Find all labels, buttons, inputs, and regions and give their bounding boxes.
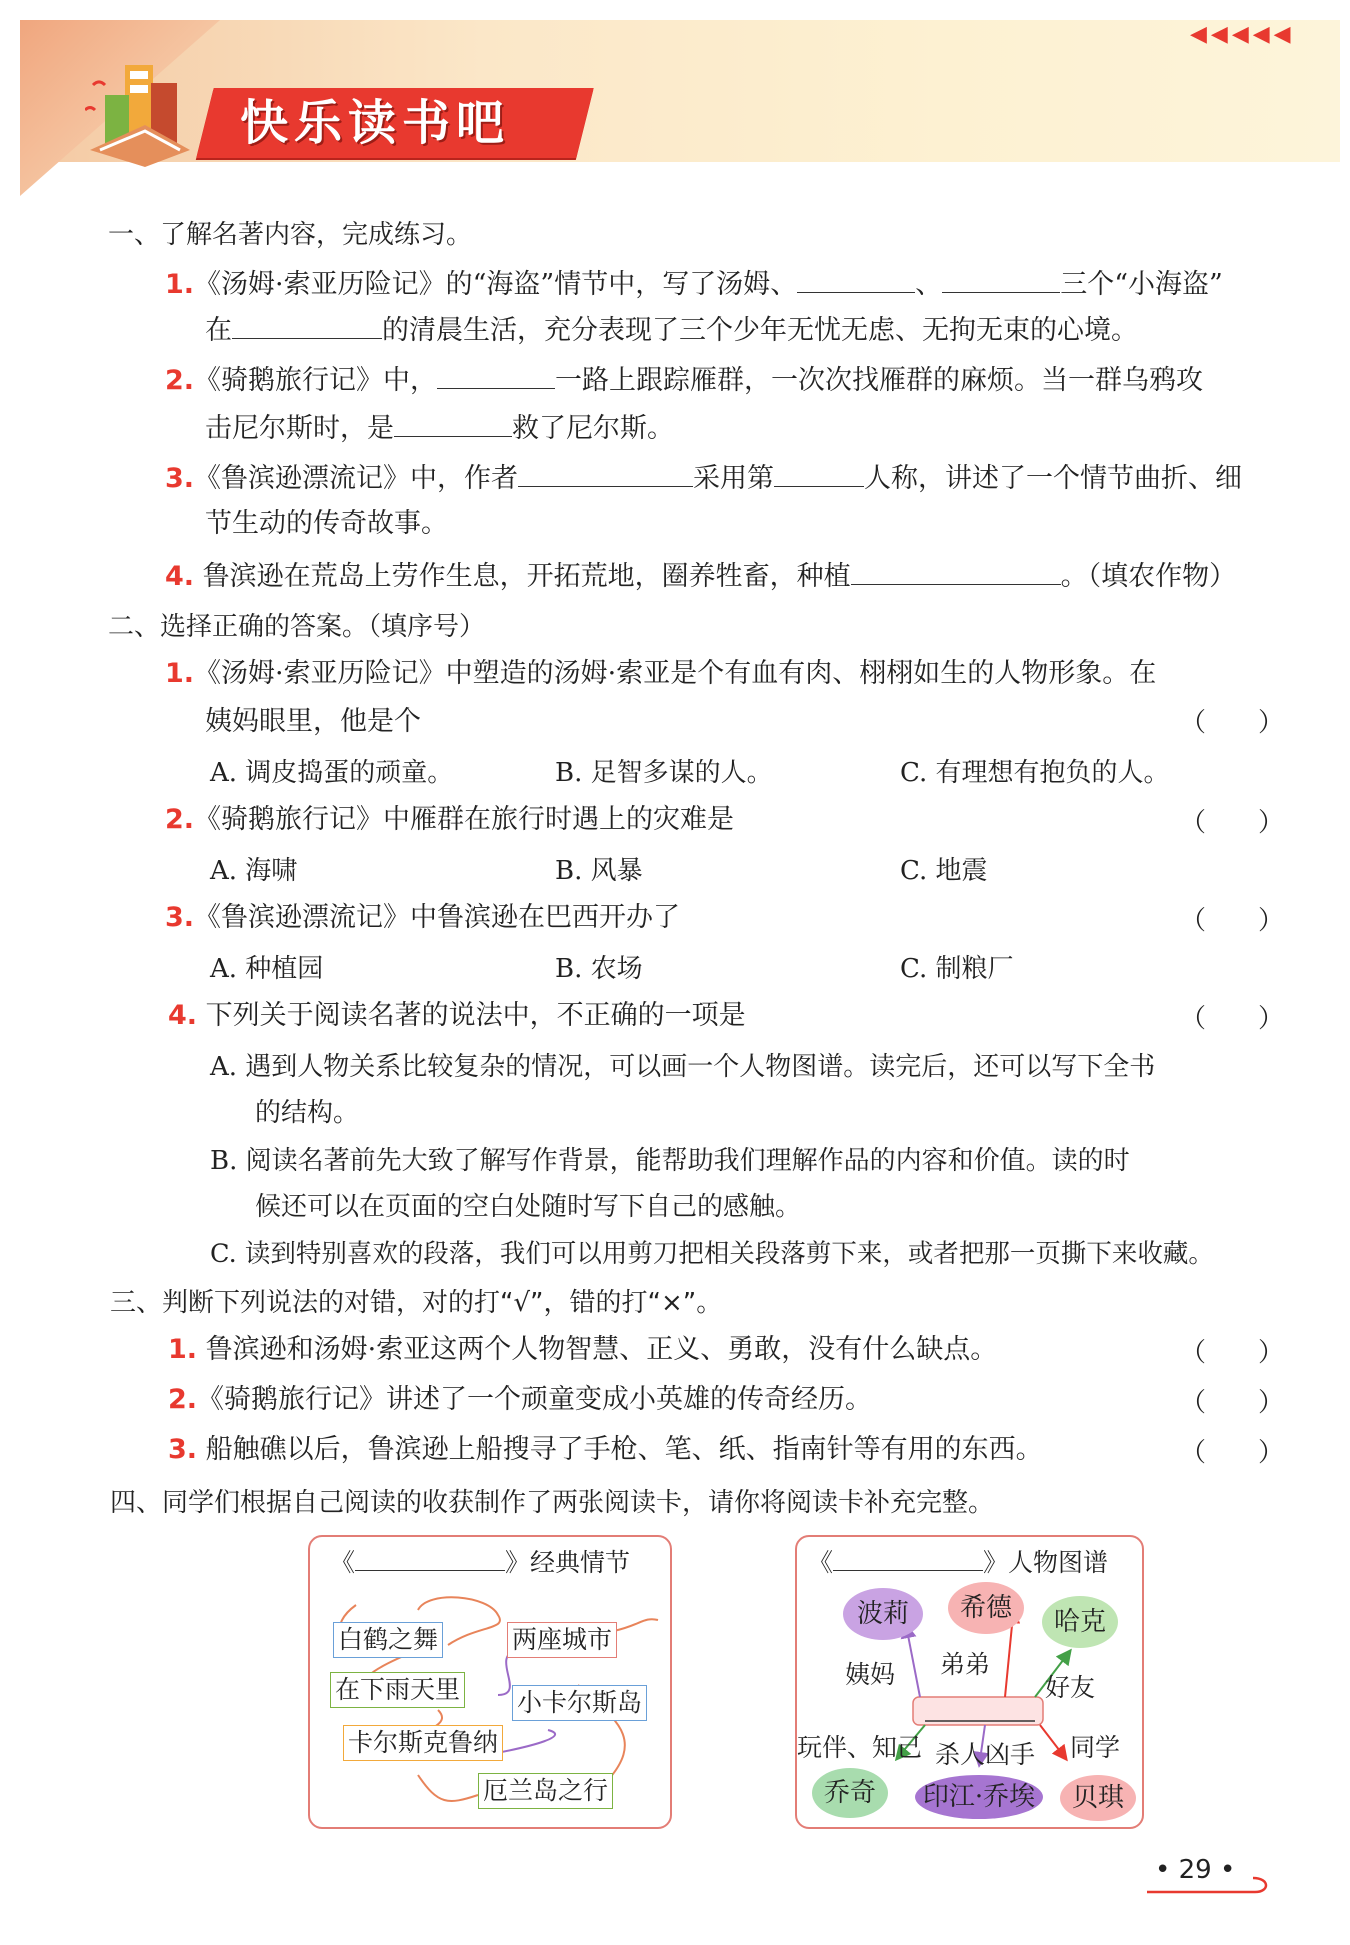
character-oval: 哈克 [1042, 1596, 1118, 1648]
answer-parens[interactable]: （ ） [1180, 1338, 1285, 1368]
card1-item: 厄兰岛之行 [478, 1773, 613, 1809]
page-number: • 29 • [1155, 1855, 1236, 1885]
answer-blank[interactable] [394, 406, 512, 437]
s1-q2-line2: 击尼尔斯时，是 救了尼尔斯。 [205, 406, 674, 449]
answer-parens[interactable]: （ ） [1180, 1438, 1285, 1468]
answer-parens[interactable]: （ ） [1180, 808, 1285, 838]
relation-label: 同学 [1070, 1733, 1121, 1762]
option-b: B. 足智多谋的人。 [555, 758, 773, 788]
answer-parens[interactable]: （ ） [1180, 708, 1285, 738]
s1-q4: 4. 鲁滨逊在荒岛上劳作生息，开拓荒地，圈养牲畜，种植 。（填农作物） [165, 554, 1236, 597]
question-number: 3. [168, 1434, 198, 1465]
decor-arrows: ◀◀◀◀◀ [1190, 22, 1295, 47]
option-a: A. 海啸 [210, 856, 298, 886]
s2-q1-line1: 1.《汤姆·索亚历险记》中塑造的汤姆·索亚是个有血有肉、栩栩如生的人物形象。在 [165, 658, 1157, 689]
s2-q3: 3.《鲁滨逊漂流记》中鲁滨逊在巴西开办了 [165, 902, 681, 933]
question-number: 4. [168, 1000, 198, 1031]
relation-label: 好友 [1045, 1673, 1096, 1702]
option-b-line2: 候还可以在页面的空白处随时写下自己的感触。 [255, 1192, 802, 1222]
answer-blank[interactable] [942, 262, 1060, 293]
option-c: C. 地震 [900, 856, 988, 886]
question-number: 3. [165, 463, 195, 494]
option-b: B. 风暴 [555, 856, 643, 886]
question-number: 4. [165, 561, 195, 592]
answer-blank[interactable] [232, 308, 382, 339]
section-3-heading: 三、判断下列说法的对错，对的打“√”，错的打“×”。 [110, 1288, 723, 1318]
card1-item: 在下雨天里 [330, 1672, 465, 1708]
relation-label: 杀人凶手 [935, 1740, 1036, 1769]
answer-parens[interactable]: （ ） [1180, 1388, 1285, 1418]
answer-blank[interactable] [851, 554, 1061, 585]
card1-item: 小卡尔斯岛 [512, 1685, 647, 1721]
answer-blank[interactable] [797, 262, 915, 293]
s1-q1-line1: 1.《汤姆·索亚历险记》的“海盗”情节中，写了汤姆、 、 三个“小海盗” [165, 262, 1223, 305]
s2-q2: 2.《骑鹅旅行记》中雁群在旅行时遇上的灾难是 [165, 804, 735, 835]
page-number-underline [1145, 1872, 1275, 1902]
question-number: 3. [165, 902, 195, 933]
option-c: C. 制粮厂 [900, 954, 1014, 984]
option-c: C. 有理想有抱负的人。 [900, 758, 1170, 788]
section-4-heading: 四、同学们根据自己阅读的收获制作了两张阅读卡，请你将阅读卡补充完整。 [110, 1488, 995, 1518]
section-2-heading: 二、选择正确的答案。（填序号） [108, 612, 486, 642]
answer-blank[interactable] [518, 456, 693, 487]
s1-q3-line2: 节生动的传奇故事。 [205, 508, 448, 539]
answer-parens[interactable]: （ ） [1180, 906, 1285, 936]
section-1-heading: 一、了解名著内容，完成练习。 [108, 220, 473, 250]
option-a: A. 调皮捣蛋的顽童。 [210, 758, 454, 788]
answer-blank[interactable] [437, 358, 555, 389]
s3-q3: 3. 船触礁以后，鲁滨逊上船搜寻了手枪、笔、纸、指南针等有用的东西。 [168, 1434, 1043, 1465]
books-stairs-icon [85, 55, 195, 170]
s1-q3-line1: 3.《鲁滨逊漂流记》中，作者 采用第 人称，讲述了一个情节曲折、细 [165, 456, 1242, 499]
question-number: 1. [165, 658, 195, 689]
s2-q1-line2: 姨妈眼里，他是个 [205, 706, 421, 737]
option-c-line1: C. 读到特别喜欢的段落，我们可以用剪刀把相关段落剪下来，或者把那一页撕下来收藏。 [210, 1239, 1214, 1269]
card1-item: 白鹤之舞 [333, 1622, 443, 1658]
page-title: 快乐读书吧 [240, 95, 511, 151]
relation-label: 玩伴、知己 [797, 1733, 923, 1762]
character-oval: 波莉 [843, 1588, 923, 1640]
question-number: 2. [165, 365, 195, 396]
s2-q4: 4. 下列关于阅读名著的说法中，不正确的一项是 [168, 1000, 746, 1031]
option-a-line1: A. 遇到人物关系比较复杂的情况，可以画一个人物图谱。读完后，还可以写下全书 [210, 1052, 1156, 1082]
option-b: B. 农场 [555, 954, 643, 984]
question-number: 1. [168, 1334, 198, 1365]
character-oval: 乔奇 [812, 1768, 888, 1818]
question-number: 2. [168, 1384, 198, 1415]
s1-q2-line1: 2.《骑鹅旅行记》中， 一路上跟踪雁群，一次次找雁群的麻烦。当一群乌鸦攻 [165, 358, 1203, 401]
option-a: A. 种植园 [210, 954, 324, 984]
s1-q1-line2: 在 的清晨生活，充分表现了三个少年无忧无虑、无拘无束的心境。 [205, 308, 1138, 351]
character-oval: 贝琪 [1060, 1775, 1136, 1821]
card1-title: 《 》经典情节 [330, 1542, 630, 1579]
character-oval: 印江·乔埃 [915, 1775, 1043, 1819]
character-oval: 希德 [948, 1582, 1024, 1634]
card1-item: 卡尔斯克鲁纳 [343, 1725, 503, 1761]
answer-blank[interactable] [774, 456, 864, 487]
s3-q1: 1. 鲁滨逊和汤姆·索亚这两个人物智慧、正义、勇敢，没有什么缺点。 [168, 1334, 998, 1365]
s3-q2: 2.《骑鹅旅行记》讲述了一个顽童变成小英雄的传奇经历。 [168, 1384, 873, 1415]
card1-item: 两座城市 [507, 1622, 617, 1658]
question-number: 2. [165, 804, 195, 835]
relation-label: 姨妈 [845, 1660, 896, 1689]
option-a-line2: 的结构。 [255, 1098, 360, 1128]
answer-parens[interactable]: （ ） [1180, 1004, 1285, 1034]
question-number: 1. [165, 269, 195, 300]
option-b-line1: B. 阅读名著前先大致了解写作背景，能帮助我们理解作品的内容和价值。读的时 [210, 1146, 1130, 1176]
relation-label: 弟弟 [940, 1650, 991, 1679]
card2-title: 《 》人物图谱 [808, 1542, 1108, 1579]
